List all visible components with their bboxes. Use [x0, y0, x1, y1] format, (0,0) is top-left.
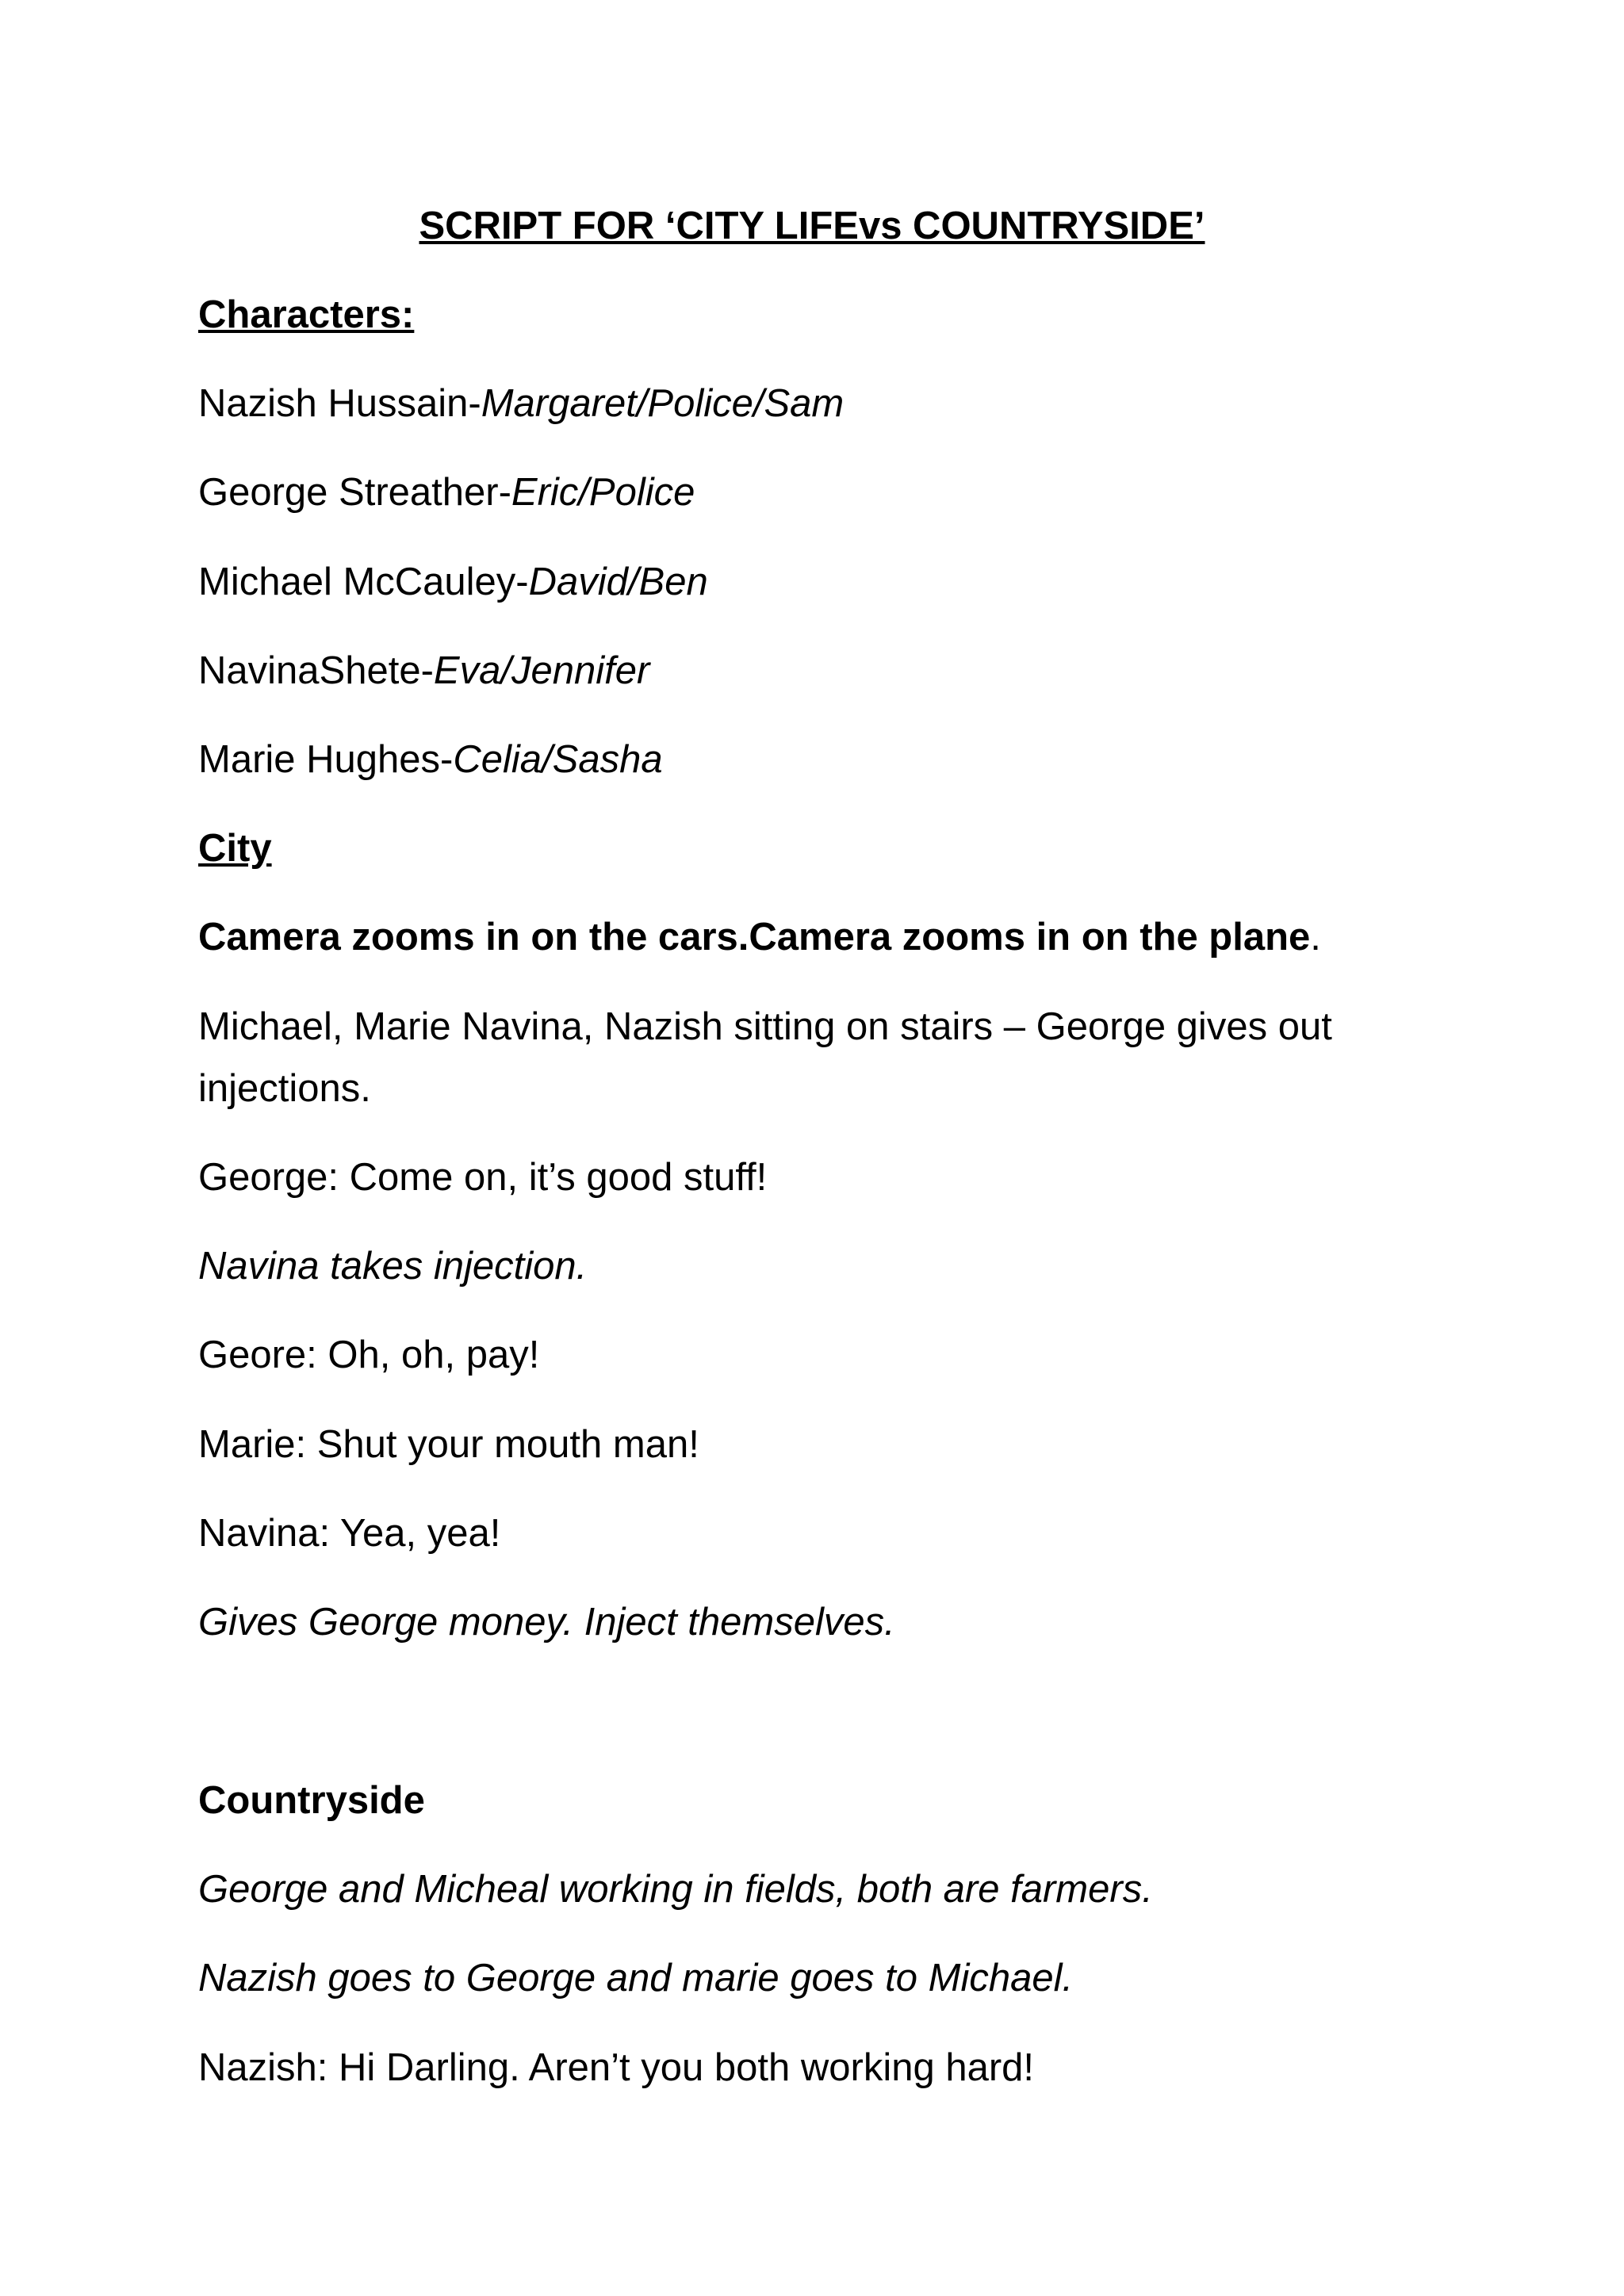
camera-direction-text: Camera zooms in on the cars.Camera zooms in on the plane: [198, 916, 1311, 959]
dialogue-line: Nazish: Hi Darling. Aren’t you both working hard!: [198, 2046, 1035, 2089]
dialogue-line: Marie: Shut your mouth man!: [198, 1423, 699, 1466]
dialogue-line: Navina: Yea, yea!: [198, 1512, 501, 1555]
character-roles: Eva/Jennifer: [433, 649, 650, 692]
city-stage-direction: Michael, Marie Navina, Nazish sitting on stairs – George gives out injections.: [198, 1005, 1332, 1110]
character-line: [198, 640, 649, 702]
character-line: [198, 551, 708, 613]
stage-direction-line: George and Micheal working in fields, both are farmers.: [198, 1868, 1153, 1911]
stage-direction-line: Navina takes injection.: [198, 1245, 588, 1288]
dialogue-line: Geore: Oh, oh, pay!: [198, 1334, 540, 1376]
character-line: [198, 373, 844, 434]
character-roles: Celia/Sasha: [453, 738, 663, 781]
dialogue-line: George: Come on, it’s good stuff!: [198, 1156, 768, 1199]
actor-name: NavinaShete-: [198, 649, 434, 692]
camera-direction-period: .: [1310, 916, 1321, 959]
character-roles: Eric/Police: [511, 471, 695, 514]
character-roles: Margaret/Police/Sam: [481, 382, 845, 425]
character-line: [198, 729, 663, 790]
character-line: [198, 461, 695, 523]
stage-direction-line: Nazish goes to George and marie goes to Michael.: [198, 1957, 1074, 1999]
character-roles: David/Ben: [528, 561, 708, 603]
actor-name: Nazish Hussain-: [198, 382, 481, 425]
characters-heading: Characters:: [198, 293, 415, 336]
camera-direction: [198, 906, 1321, 968]
city-heading: City: [198, 827, 272, 870]
stage-direction-line: Gives George money. Inject themselves.: [198, 1601, 895, 1644]
actor-name: George Streather-: [198, 471, 511, 514]
page-title: SCRIPT FOR ‘CITY LIFEvs COUNTRYSIDE’: [419, 205, 1205, 247]
actor-name: Marie Hughes-: [198, 738, 454, 781]
actor-name: Michael McCauley-: [198, 561, 529, 603]
countryside-heading: Countryside: [198, 1779, 425, 1822]
